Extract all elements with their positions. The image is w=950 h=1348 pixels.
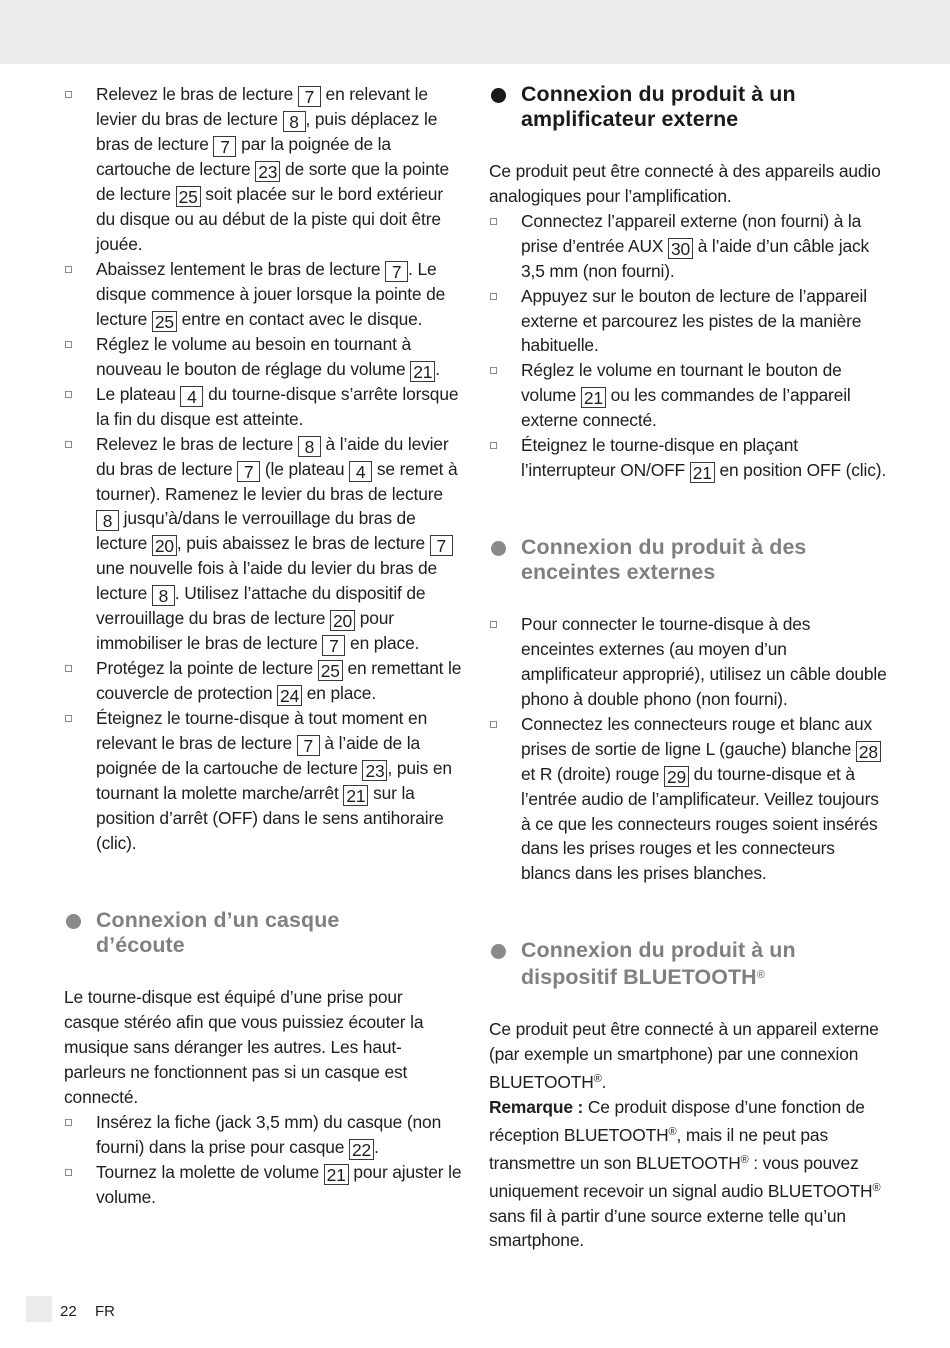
list-item-text: ou les commandes de l’appareil externe connecté.: [521, 385, 851, 431]
list-item-text: . Utilisez l’attache du dispositif de verrouillage du bras de lecture: [96, 583, 426, 629]
registered-mark: ®: [872, 1181, 881, 1194]
part-reference-number: 28: [856, 741, 881, 762]
square-bullet-icon: [65, 715, 72, 722]
square-bullet-icon: [65, 391, 72, 398]
list-item-text: en place.: [302, 683, 377, 704]
part-reference-number: 29: [664, 766, 689, 787]
list-item: [64, 257, 462, 332]
heading-bullet-icon: [491, 541, 506, 556]
part-reference-number: 4: [349, 461, 372, 482]
part-reference-number: 21: [690, 462, 715, 483]
list-item-text: Relevez le bras de lecture: [96, 84, 298, 104]
square-bullet-icon: [490, 621, 497, 628]
list-item-text: sur la position d’arrêt (OFF) dans le sens antihoraire (clic).: [96, 783, 444, 854]
part-reference-number: 7: [213, 136, 236, 157]
part-reference-number: 8: [283, 111, 306, 132]
list-item-text: en remettant le couvercle de protection: [96, 658, 462, 704]
square-bullet-icon: [65, 91, 72, 98]
part-reference-number: 8: [152, 585, 175, 606]
heading-bullet-icon: [491, 88, 506, 103]
part-reference-number: 30: [668, 238, 693, 259]
list-item-text: entre en contact avec le disque.: [176, 308, 423, 329]
registered-mark: ®: [756, 969, 765, 982]
square-bullet-icon: [65, 266, 72, 273]
heading-bullet-icon: [66, 914, 81, 929]
list-item: [489, 358, 887, 433]
part-reference-number: 8: [96, 510, 119, 531]
list-item-text: Éteignez le tourne-disque en plaçant l’interrupteur ON/OFF: [521, 435, 798, 481]
part-reference-number: 23: [255, 161, 280, 182]
square-bullet-icon: [65, 441, 72, 448]
note-label: Remarque :: [489, 1096, 584, 1117]
list-item-text: à l’aide du levier du bras de lecture: [96, 433, 449, 479]
list-item: [64, 82, 462, 257]
list-item: [64, 706, 462, 856]
part-reference-number: 7: [430, 535, 453, 556]
list-item: [64, 1160, 462, 1210]
list-item-text: Protégez la pointe de lecture: [96, 658, 318, 679]
part-reference-number: 4: [180, 386, 203, 407]
part-reference-number: 21: [343, 785, 368, 806]
list-item-text: en position OFF (clic).: [714, 460, 887, 481]
list-item-text: Connectez l’appareil externe (non fourni) à la prise d’entrée AUX: [521, 210, 862, 256]
heading-bluetooth: [489, 938, 887, 990]
list-item-text: Connectez les connecteurs rouge et blanc aux prises de sortie de ligne L (gauche) blanche: [521, 713, 873, 759]
part-reference-number: 8: [298, 436, 321, 457]
footer-marker: [26, 1296, 52, 1322]
list-item-text: une nouvelle fois à l’aide du levier du bras de lecture: [96, 558, 437, 604]
part-reference-number: 25: [176, 186, 201, 207]
list-item: [489, 433, 887, 483]
amplifier-intro: Ce produit peut être connecté à des appareils audio analogiques pour l’amplification.: [489, 161, 881, 206]
list-item-text: pour ajuster le volume.: [96, 1161, 462, 1207]
list-item-text: Réglez le volume en tournant le bouton de volume: [521, 360, 842, 406]
list-item-text: à l’aide d’un câble jack 3,5 mm (non fourni).: [521, 235, 870, 281]
list-item-text: Réglez le volume au besoin en tournant à nouveau le bouton de réglage du volume: [96, 333, 411, 379]
list-item-text: de sorte que la pointe de lecture: [96, 159, 449, 204]
list-item-text: par la poignée de la cartouche de lecture: [96, 134, 391, 179]
list-item-text: .: [435, 358, 440, 379]
headphones-steps-list: [64, 1110, 462, 1210]
speakers-steps-list: [489, 612, 887, 886]
list-item: [64, 1110, 462, 1160]
list-item-text: Insérez la fiche (jack 3,5 mm) du casque (non fourni) dans la prise pour casque: [96, 1111, 442, 1157]
list-item-text: en place.: [345, 633, 420, 654]
list-item-text: Éteignez le tourne-disque à tout moment en relevant le bras de lecture: [96, 708, 428, 754]
part-reference-number: 7: [385, 261, 408, 282]
part-reference-number: 23: [362, 760, 387, 781]
list-item-text: Tournez la molette de volume: [96, 1161, 324, 1182]
part-reference-number: 21: [410, 361, 435, 382]
part-reference-number: 7: [298, 86, 321, 107]
list-item: [64, 382, 462, 432]
list-item-text: .: [374, 1136, 379, 1157]
part-reference-number: 22: [349, 1139, 374, 1160]
part-reference-number: 7: [297, 735, 320, 756]
list-item-text: , puis déplacez le bras de lecture: [96, 109, 438, 154]
square-bullet-icon: [490, 442, 497, 449]
list-item-text: se remet à tourner). Ramenez le levier du bras de lecture: [96, 458, 458, 504]
square-bullet-icon: [65, 341, 72, 348]
list-item: [489, 284, 887, 359]
list-item: [64, 332, 462, 382]
square-bullet-icon: [490, 367, 497, 374]
part-reference-number: 7: [322, 635, 345, 656]
heading-amplifier: Connexion du produit à un amplificateur externe: [489, 82, 887, 132]
part-reference-number: 20: [330, 610, 355, 631]
list-item-text: soit placée sur le bord extérieur du disque ou au début de la piste qui doit être jouée.: [96, 184, 443, 254]
part-reference-number: 21: [581, 387, 606, 408]
list-item-text: Pour connecter le tourne-disque à des enceintes externes (au moyen d’un amplificateur approprié), utilisez un câble double phono à double phono (non fourni).: [521, 614, 887, 709]
part-reference-number: 25: [152, 311, 177, 332]
heading-headphones: Connexion d’un casque d’écoute: [64, 908, 462, 958]
list-item-text: , puis en tournant la molette marche/arrêt: [96, 758, 452, 804]
list-item-text: en relevant le levier du bras de lecture: [96, 84, 428, 129]
registered-mark: ®: [740, 1153, 749, 1166]
list-item-text: du tourne-disque et à l’entrée audio de l’amplificateur. Veillez toujours à ce que les connecteurs rouges soient insérés dans les prises rouges et les connecteurs blancs dans les prises blanches.: [521, 763, 879, 884]
list-item-text: jusqu’à/dans le verrouillage du bras de lecture: [96, 508, 416, 554]
language-code: FR: [95, 1303, 115, 1320]
registered-mark: ®: [668, 1125, 677, 1138]
part-reference-number: 7: [237, 461, 260, 482]
header-band: [0, 0, 950, 64]
list-item-text: Relevez le bras de lecture: [96, 433, 298, 454]
list-item: [64, 432, 462, 657]
list-item-text: , puis abaissez le bras de lecture: [176, 533, 430, 554]
headphones-intro: Le tourne-disque est équipé d’une prise pour casque stéréo afin que vous puissiez écouter la musique sans déranger les autres. Les haut-parleurs ne fonctionnent pas si un casque est connecté.: [64, 987, 424, 1107]
heading-speakers: Connexion du produit à des enceintes externes: [489, 535, 887, 585]
square-bullet-icon: [65, 1169, 72, 1176]
square-bullet-icon: [490, 293, 497, 300]
heading-bullet-icon: [491, 944, 506, 959]
bluetooth-intro: Ce produit peut être connecté à un appareil externe (par exemple un smartphone) par une connexion BLUETOOTH®. Remarque : Ce produit dispose d’une fonction de réception BLUETOOTH®, mais il ne peut pas transmettre un son BLUETOOTH® : vous pouvez uniquement recevoir un signal audio BLUETOOTH® sans fil à partir d’une source externe telle qu’un smartphone.: [489, 1019, 881, 1251]
list-item-text: Le plateau: [96, 383, 181, 404]
playback-steps-list: [64, 82, 462, 856]
part-reference-number: 25: [318, 660, 343, 681]
amplifier-steps-list: [489, 209, 887, 483]
part-reference-number: 20: [152, 535, 177, 556]
square-bullet-icon: [65, 665, 72, 672]
left-column: [64, 82, 462, 1209]
page-number: 22: [60, 1303, 77, 1320]
list-item-text: . Le disque commence à jouer lorsque la pointe de lecture: [96, 258, 446, 329]
list-item-text: à l’aide de la poignée de la cartouche de lecture: [96, 733, 420, 779]
list-item-text: et R (droite) rouge: [521, 763, 664, 784]
list-item-text: (le plateau: [260, 458, 350, 479]
square-bullet-icon: [490, 721, 497, 728]
list-item-text: pour immobiliser le bras de lecture: [96, 608, 394, 654]
list-item: [489, 612, 887, 712]
heading-bluetooth-text: Connexion du produit à un dispositif BLUETOOTH: [521, 938, 796, 990]
right-column: [489, 82, 887, 1253]
part-reference-number: 24: [277, 685, 302, 706]
list-item: [489, 209, 887, 284]
square-bullet-icon: [65, 1119, 72, 1126]
list-item-text: Appuyez sur le bouton de lecture de l’appareil externe et parcourez les pistes de la manière habituelle.: [521, 285, 867, 356]
list-item-text: Abaissez lentement le bras de lecture: [96, 258, 386, 279]
part-reference-number: 21: [324, 1164, 349, 1185]
registered-mark: ®: [593, 1073, 602, 1086]
list-item: [64, 656, 462, 706]
square-bullet-icon: [490, 218, 497, 225]
list-item: [489, 712, 887, 887]
list-item-text: du tourne-disque s’arrête lorsque la fin du disque est atteinte.: [96, 383, 459, 429]
